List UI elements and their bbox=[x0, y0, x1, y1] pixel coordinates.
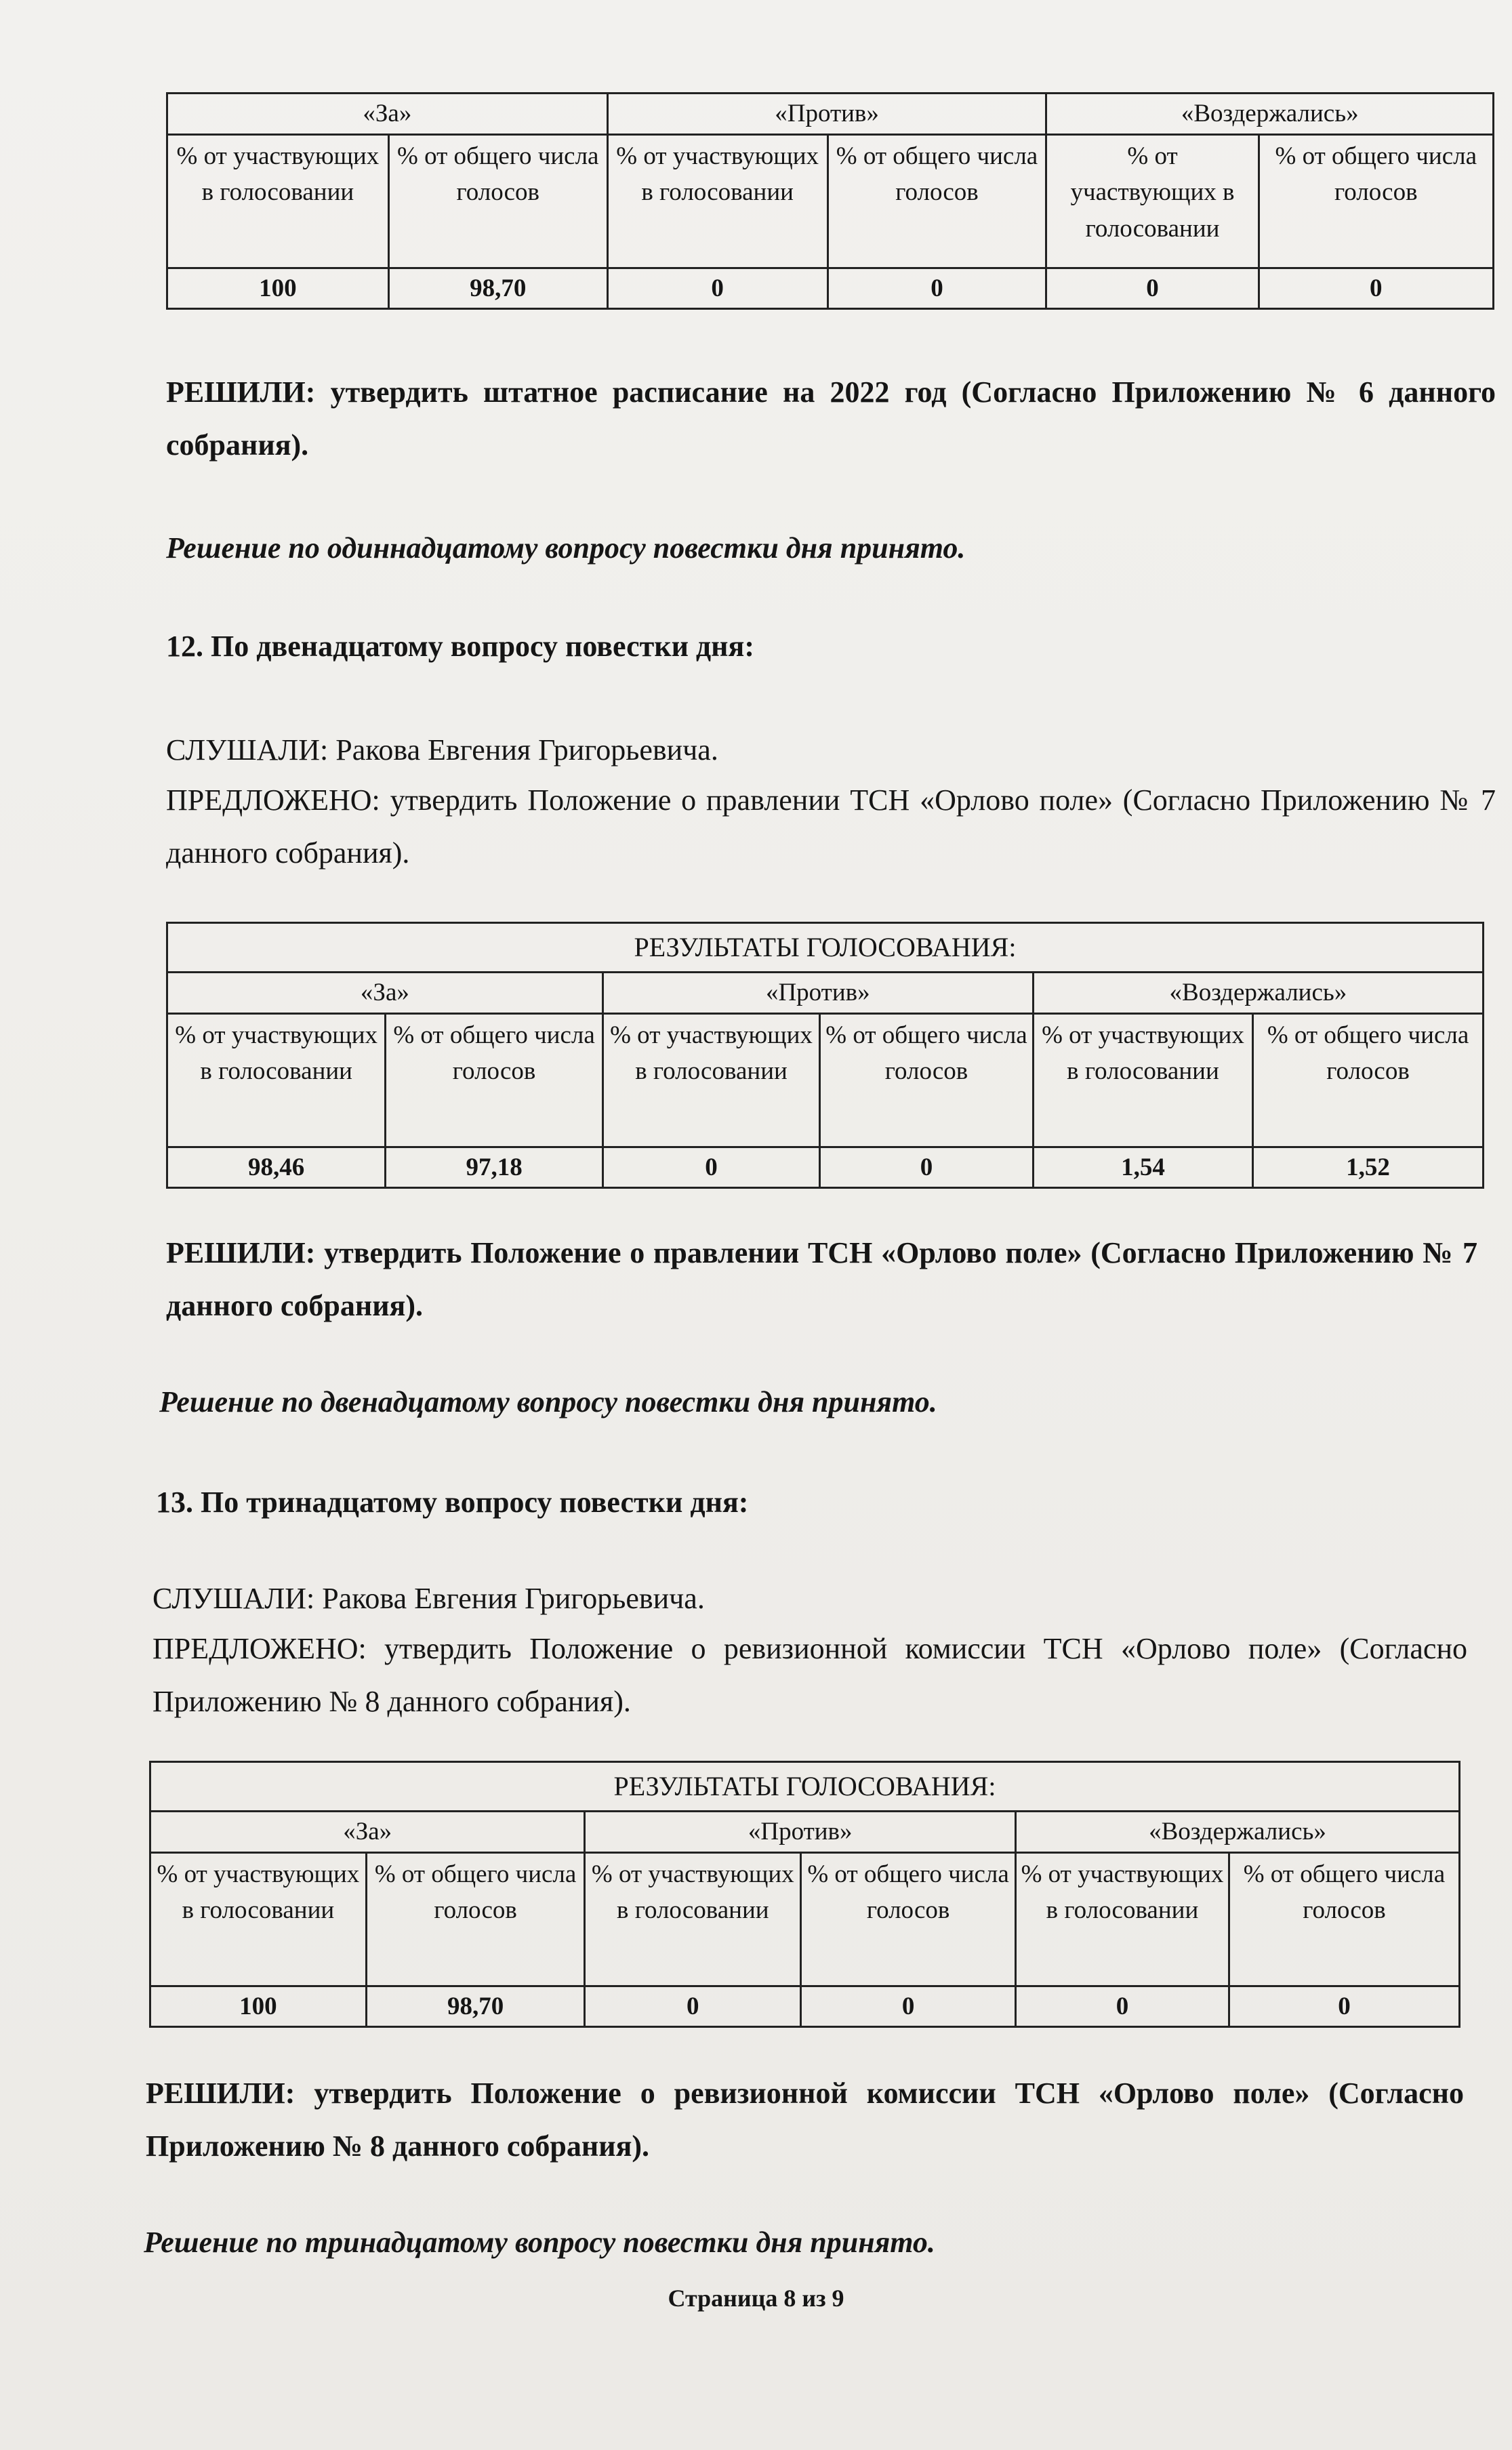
pct-total-header: % от общего числа голосов bbox=[386, 1013, 602, 1147]
result-q12: Решение по двенадцатому вопросу повестки дня принято. bbox=[159, 1385, 937, 1418]
pct-total-header: % от общего числа голосов bbox=[827, 134, 1046, 268]
title-row bbox=[150, 1762, 1460, 1812]
decision-q13: РЕШИЛИ: утвердить Положение о ревизионной комиссии ТСН «Орлово поле» (Согласно Приложению № 8 данного собрания). bbox=[146, 2077, 1464, 2163]
pct-total-header: % от общего числа голосов bbox=[1259, 134, 1493, 268]
value-cell: 0 bbox=[1046, 268, 1259, 309]
subheader-row bbox=[150, 1852, 1460, 1986]
pct-participants-header: % от участвующих в голосовании bbox=[167, 134, 389, 268]
pct-total-header: % от общего числа голосов bbox=[1229, 1852, 1459, 1986]
group-header-row bbox=[167, 973, 1484, 1014]
pct-participants-header: % от участвующих в голосовании bbox=[167, 1013, 386, 1147]
pct-participants-header: % от участвующих в голосовании bbox=[1046, 134, 1259, 268]
for-header: «За» bbox=[167, 94, 608, 135]
group-header-row bbox=[167, 94, 1494, 135]
pct-participants-header: % от участвующих в голосовании bbox=[602, 1013, 819, 1147]
decision-q11: РЕШИЛИ: утвердить штатное расписание на 2022 год (Согласно Приложению № 6 данного собрания). bbox=[166, 375, 1496, 462]
against-header: «Против» bbox=[602, 973, 1033, 1014]
values-row bbox=[167, 268, 1494, 309]
value-cell: 1,54 bbox=[1033, 1147, 1252, 1188]
results-title: РЕЗУЛЬТАТЫ ГОЛОСОВАНИЯ: bbox=[150, 1762, 1460, 1812]
value-cell: 0 bbox=[1229, 1986, 1459, 2027]
value-cell: 98,46 bbox=[167, 1147, 386, 1188]
abstain-header: «Воздержались» bbox=[1046, 94, 1494, 135]
value-cell: 0 bbox=[1016, 1986, 1229, 2027]
value-cell: 1,52 bbox=[1253, 1147, 1484, 1188]
pct-total-header: % от общего числа голосов bbox=[366, 1852, 585, 1986]
decision-q12: РЕШИЛИ: утвердить Положение о правлении ТСН «Орлово поле» (Согласно Приложению № 7 данного собрания). bbox=[166, 1236, 1477, 1323]
for-header: «За» bbox=[150, 1812, 585, 1853]
proposed-q12: ПРЕДЛОЖЕНО: утвердить Положение о правлении ТСН «Орлово поле» (Согласно Приложению № 7 данного собрания). bbox=[166, 783, 1496, 870]
heard-q12: СЛУШАЛИ: Ракова Евгения Григорьевича. bbox=[166, 733, 718, 767]
against-header: «Против» bbox=[607, 94, 1046, 135]
voting-results-table-q11 bbox=[166, 92, 1494, 310]
group-header-row bbox=[150, 1812, 1460, 1853]
proposed-q13: ПРЕДЛОЖЕНО: утвердить Положение о ревизионной комиссии ТСН «Орлово поле» (Согласно Приложению № 8 данного собрания). bbox=[152, 1632, 1467, 1719]
value-cell: 97,18 bbox=[386, 1147, 602, 1188]
result-q11: Решение по одиннадцатому вопросу повестки дня принято. bbox=[166, 531, 966, 565]
against-header: «Против» bbox=[585, 1812, 1016, 1853]
results-title: РЕЗУЛЬТАТЫ ГОЛОСОВАНИЯ: bbox=[167, 923, 1484, 973]
value-cell: 100 bbox=[150, 1986, 367, 2027]
voting-results-table-q12 bbox=[166, 922, 1484, 1189]
subheader-row bbox=[167, 1013, 1484, 1147]
pct-total-header: % от общего числа голосов bbox=[820, 1013, 1034, 1147]
pct-total-header: % от общего числа голосов bbox=[801, 1852, 1016, 1986]
values-row bbox=[167, 1147, 1484, 1188]
voting-results-table-q13 bbox=[149, 1761, 1460, 2028]
value-cell: 0 bbox=[1259, 268, 1493, 309]
value-cell: 0 bbox=[602, 1147, 819, 1188]
pct-total-header: % от общего числа голосов bbox=[1253, 1013, 1484, 1147]
pct-participants-header: % от участвующих в голосовании bbox=[607, 134, 827, 268]
subheader-row bbox=[167, 134, 1494, 268]
abstain-header: «Воздержались» bbox=[1016, 1812, 1460, 1853]
value-cell: 0 bbox=[820, 1147, 1034, 1188]
value-cell: 100 bbox=[167, 268, 389, 309]
heard-q13: СЛУШАЛИ: Ракова Евгения Григорьевича. bbox=[152, 1582, 705, 1615]
pct-participants-header: % от участвующих в голосовании bbox=[1016, 1852, 1229, 1986]
value-cell: 98,70 bbox=[388, 268, 607, 309]
value-cell: 0 bbox=[585, 1986, 801, 2027]
abstain-header: «Воздержались» bbox=[1033, 973, 1483, 1014]
title-row bbox=[167, 923, 1484, 973]
value-cell: 0 bbox=[827, 268, 1046, 309]
result-q13: Решение по тринадцатому вопросу повестки дня принято. bbox=[144, 2226, 935, 2259]
heading-q13: 13. По тринадцатому вопросу повестки дня: bbox=[156, 1486, 749, 1519]
heading-q12: 12. По двенадцатому вопросу повестки дня: bbox=[166, 630, 754, 663]
pct-participants-header: % от участвующих в голосовании bbox=[1033, 1013, 1252, 1147]
pct-participants-header: % от участвующих в голосовании bbox=[585, 1852, 801, 1986]
pct-participants-header: % от участвующих в голосовании bbox=[150, 1852, 367, 1986]
value-cell: 0 bbox=[607, 268, 827, 309]
value-cell: 98,70 bbox=[366, 1986, 585, 2027]
pct-total-header: % от общего числа голосов bbox=[388, 134, 607, 268]
value-cell: 0 bbox=[801, 1986, 1016, 2027]
values-row bbox=[150, 1986, 1460, 2027]
page-number: Страница 8 из 9 bbox=[668, 2285, 844, 2312]
for-header: «За» bbox=[167, 973, 603, 1014]
